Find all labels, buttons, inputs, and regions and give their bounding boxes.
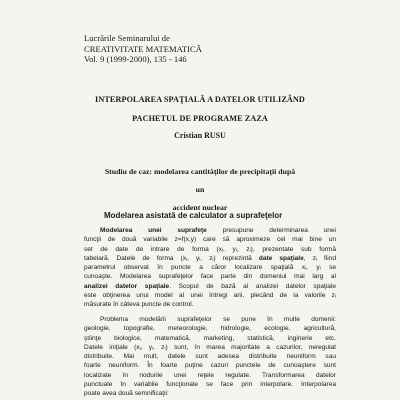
journal-series-line: Lucrările Seminarului de bbox=[84, 33, 170, 43]
paragraph-line: Datele iniţiale (xᵢ, yᵢ, zᵢ) sunt, în marea majoritate a cazurilor, neregulat bbox=[84, 343, 336, 351]
journal-volume-line: Vol. 9 (1999-2000), 135 - 146 bbox=[84, 54, 187, 65]
paragraph-line: geologie, topografie, meteorologie, hidrologie, ecologie, agricultură, bbox=[84, 325, 336, 333]
section-heading: Modelarea asistată de calculator a suprafeţelor bbox=[104, 211, 283, 220]
paragraph-line: set de date de intrare de forma (xᵢ, yᵢ, zᵢ), prezentate sub formă bbox=[84, 245, 336, 253]
paragraph-line: distribuite. Mai mult, datele sunt adesea distribuite neuniform sau bbox=[84, 353, 336, 360]
bold-term: date spaţiale bbox=[258, 254, 304, 262]
paper-subtitle bbox=[100, 163, 300, 217]
subtitle-line-2: accident nuclear bbox=[172, 203, 228, 212]
paragraph-line: tabelară. Datele de forma (xᵢ, yᵢ, zᵢ) reprezintă date spaţiale, zᵢ fiind bbox=[84, 254, 336, 262]
paper-title-line-2: PACHETUL DE PROGRAME ZAZA bbox=[132, 114, 268, 123]
journal-header bbox=[84, 33, 344, 65]
paper-title-line-1: INTERPOLAREA SPAŢIALĂ A DATELOR UTILIZÂND bbox=[95, 95, 305, 104]
subtitle-line-1: Studiu de caz: modelarea cantităţilor de precipitaţii după un bbox=[104, 167, 296, 194]
paragraph-line: analizei datelor spaţiale. Scopul de bază al analizei datelor spaţiale bbox=[84, 282, 336, 290]
paragraph-line: parametrul observat în puncte a căror localizare spaţială xᵢ, yᵢ se bbox=[84, 264, 336, 271]
paragraph-line: este obţinerea unui model al unei întregi arii, plecând de la valorile zᵢ bbox=[84, 291, 336, 299]
paragraph-line: Problema modelării suprafeţelor se pune în multe domenii: bbox=[100, 316, 336, 323]
paragraph-line: Modelarea unei suprafeţe presupune determinarea unei bbox=[100, 227, 336, 234]
paper-author: Cristian RUSU bbox=[174, 131, 226, 140]
journal-name-line: CREATIVITATE MATEMATICĂ bbox=[84, 43, 202, 54]
paragraph-line: cunoaşte. Modelarea suprafeţelor face parte din domeniul mai larg al bbox=[84, 273, 336, 281]
paragraph-1 bbox=[84, 226, 336, 309]
paragraph-line: măsurate în câteva puncte de control. bbox=[84, 301, 194, 308]
bold-term: Modelarea unei suprafeţe bbox=[100, 227, 207, 234]
paragraph-line: ştiinţe biologice, matematică, marketing, statistică, inginerie etc. bbox=[84, 334, 336, 342]
bold-term: analizei datelor spaţiale bbox=[84, 282, 170, 290]
paragraph-line: funcţii de două variabile z=f(x,y) care să aproximeze cel mai bine un bbox=[84, 236, 336, 244]
paragraph-line: poate avea două semnificaţii: bbox=[84, 390, 169, 397]
paragraph-line: localizate în nodurile unei reţele regulate. Transformarea datelor bbox=[84, 371, 336, 379]
paragraph-line: foarte neuniform. În foarte puţine cazuri punctele de cunoaştere sunt bbox=[84, 362, 336, 370]
paragraph-line: punctuale în variabile funcţionale se face prin interpolare. Interpolarea bbox=[84, 380, 336, 388]
paragraph-2 bbox=[84, 315, 336, 398]
